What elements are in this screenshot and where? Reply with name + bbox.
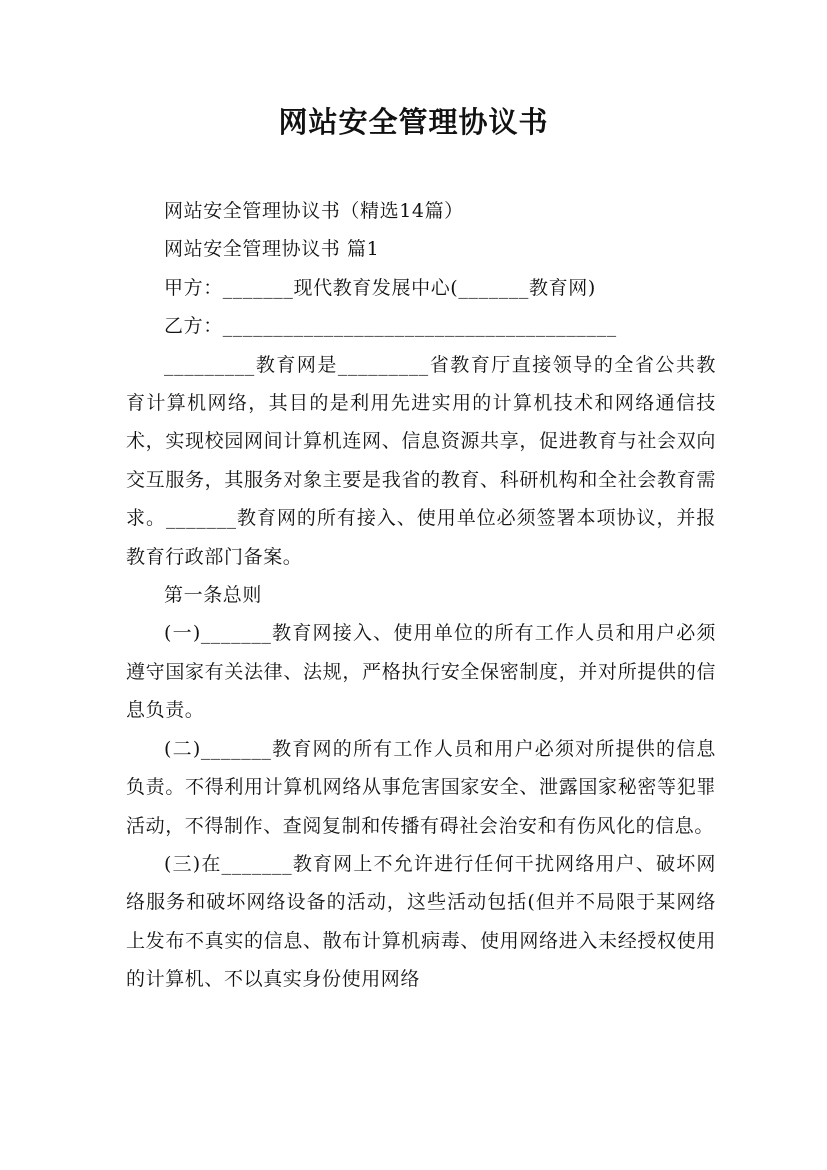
- paragraph-clause-1: (一)_______教育网接入、使用单位的所有工作人员和用户必须遵守国家有关法律、法规，严格执行安全保密制度，并对所提供的信息负责。: [126, 622, 716, 722]
- paragraph-article-heading: 第一条总则: [164, 584, 263, 607]
- paragraph-party-a: 甲方：_______现代教育发展中心(_______教育网): [164, 276, 596, 299]
- paragraph-section-heading: 网站安全管理协议书 篇1: [164, 238, 380, 261]
- paragraph-party-b: 乙方：_______________________________________: [164, 315, 617, 338]
- paragraph-subtitle: 网站安全管理协议书（精选14篇）: [164, 200, 464, 222]
- document-body: [126, 192, 716, 999]
- document-title: 网站安全管理协议书: [278, 105, 549, 139]
- paragraph-clause-3: (三)在_______教育网上不允许进行任何干扰网络用户、破坏网络服务和破坏网络设备的活动，这些活动包括(但并不局限于某网络上发布不真实的信息、散布计算机病毒、使用网络进入未经授权使用的计算机、不以真实身份使用网络: [126, 852, 716, 991]
- paragraph-intro: _________教育网是_________省教育厅直接领导的全省公共教育计算机网络，其目的是利用先进实用的计算机技术和网络通信技术，实现校园网间计算机连网、信息资源共享，促进教育与社会双向交互服务，其服务对象主要是我省的教育、科研机构和全社会教育需求。_______教育网的所有接入、使用单位必须签署本项协议，并报教育行政部门备案。: [126, 353, 716, 568]
- paragraph-clause-2: (二)_______教育网的所有工作人员和用户必须对所提供的信息负责。不得利用计算机网络从事危害国家安全、泄露国家秘密等犯罪活动，不得制作、查阅复制和传播有碍社会治安和有伤风化的信息。: [126, 737, 716, 837]
